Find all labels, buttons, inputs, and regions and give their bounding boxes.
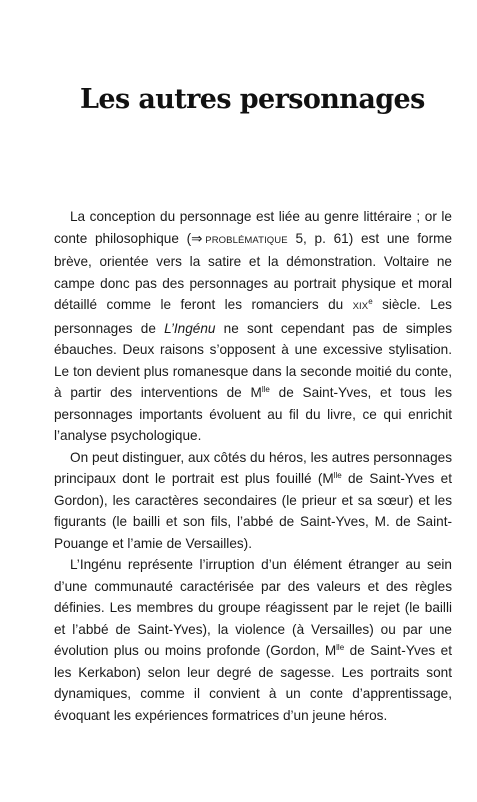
p1-text-5: de Saint-Yves, et tous les personnages importants évoluent au fil du livre, ce qui enrichit l’analyse psychologique.: [54, 385, 453, 443]
century-superscript: e: [368, 297, 373, 306]
p1-text-3: siècle. Les personnages de: [54, 297, 452, 336]
page-title: Les autres personnages: [80, 84, 425, 115]
p1-text-4: ne sont cependant pas de simples ébauches. Deux raisons s’opposent à une excessive stylisation. Le ton devient plus romanesque dans la seconde moitié du conte, à partir des interventions de M: [54, 320, 452, 400]
work-title: L’Ingénu: [164, 320, 216, 336]
p1-text-2: 5, p. 61) est une forme brève, orientée vers la satire et la démonstration. Voltaire ne campe donc pas des personnages au portrait physique et moral détaillé comme le feront les romanciers du: [54, 230, 453, 312]
p3-text-1: L’Ingénu représente l’irruption d’un élément étranger au sein d’une communauté caractérisée par des valeurs et des règles définies. Les membres du groupe réagissent par le rejet (le bailli et l’abbé de Saint-Yves), la violence (à Versailles) ou par une évolution plus ou moins profonde (Gordon, M: [54, 557, 452, 658]
body-text: [54, 206, 452, 726]
mlle-superscript: lle: [333, 471, 342, 480]
mlle-superscript: lle: [261, 385, 270, 394]
arrow-icon: ⇒: [191, 230, 203, 246]
p2-text-1: On peut distinguer, aux côtés du héros, les autres personnages principaux dont le portrait est plus fouillé (M: [54, 449, 452, 486]
p3-text-2: de Saint-Yves et les Kerkabon) selon leur degré de sagesse. Les portraits sont dynamiques, comme il convient à un conte d’apprentissage, évoquant les expériences formatrices d’un jeune héros.: [54, 643, 452, 723]
cross-reference[interactable]: [191, 231, 288, 246]
paragraph-2: [54, 447, 452, 555]
cross-reference-label: PROBLÉMATIQUE: [205, 234, 288, 246]
paragraph-1: [54, 206, 452, 447]
mlle-superscript: lle: [336, 643, 345, 652]
century-numeral: XIX: [352, 301, 369, 312]
paragraph-3: [54, 554, 452, 726]
p1-text-1: La conception du personnage est liée au genre littéraire ; or le conte philosophique (: [54, 209, 452, 246]
p2-text-2: de Saint-Yves et Gordon), les caractères secondaires (le prieur et sa sœur) et les figurants (le bailli et son fils, l’abbé de Saint-Yves, M. de Saint-Pouange et l’amie de Versailles).: [54, 471, 452, 551]
